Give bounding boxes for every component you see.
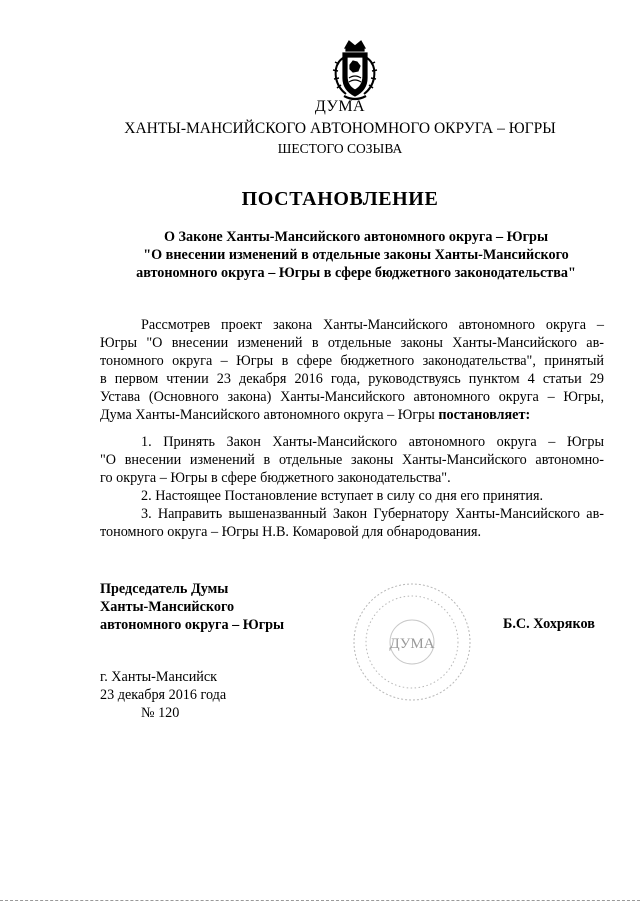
- signer-position-line: Ханты-Мансийского: [100, 599, 235, 615]
- item-3-line: 3. Направить вышеназванный Закон Губернатору Ханты-Мансийского ав-: [141, 506, 604, 522]
- item-2: 2. Настоящее Постановление вступает в силу со дня его принятия.: [141, 488, 544, 504]
- preamble-line: Югры "О внесении изменений в отдельные законы Ханты-Мансийского ав-: [100, 335, 604, 351]
- preamble-paragraph: [100, 316, 604, 424]
- subject-line: автономного округа – Югры в сфере бюджетного законодательства": [136, 265, 576, 281]
- coat-of-arms-icon: [329, 38, 381, 104]
- preamble-line: Дума Ханты-Мансийского автономного округа – Югры: [100, 407, 435, 423]
- place: г. Ханты-Мансийск: [100, 669, 218, 685]
- document-type: ПОСТАНОВЛЕНИЕ: [241, 188, 439, 210]
- signer-position-line: автономного округа – Югры: [100, 617, 285, 633]
- document-subject: [100, 228, 612, 282]
- subject-line: "О внесении изменений в отдельные законы Ханты-Мансийского: [143, 247, 569, 263]
- item-1-line: го округа – Югры в сфере бюджетного законодательства".: [100, 470, 451, 486]
- preamble-line: Устава (Основного закона) Ханты-Мансийского автономного округа – Югры,: [100, 389, 604, 405]
- official-stamp: [350, 580, 475, 705]
- signer-name: Б.С. Хохряков: [503, 616, 595, 632]
- preamble-line: в первом чтении 23 декабря 2016 года, руководствуясь пунктом 4 статьи 29: [100, 371, 604, 387]
- item-1-line: "О внесении изменений в отдельные законы Ханты-Мансийского автономно-: [100, 452, 604, 468]
- preamble-last-line: [100, 406, 604, 424]
- subject-line: О Законе Ханты-Мансийского автономного округа – Югры: [163, 229, 549, 245]
- stamp-text: ДУМА: [389, 636, 435, 652]
- preamble-line: Рассмотрев проект закона Ханты-Мансийского автономного округа –: [141, 317, 604, 333]
- signer-position-line: Председатель Думы: [100, 581, 229, 597]
- document-footer: [100, 668, 226, 722]
- item-3-line: тономного округа – Югры Н.В. Комаровой для обнародования.: [100, 524, 482, 540]
- decree-word: постановляет:: [438, 407, 531, 423]
- date: 23 декабря 2016 года: [100, 687, 227, 703]
- preamble-line: тономного округа – Югры в сфере бюджетного законодательства", принятый: [100, 353, 604, 369]
- page-bottom-rule: [0, 900, 640, 903]
- signer-position: [100, 580, 284, 634]
- header-convocation: ШЕСТОГО СОЗЫВА: [277, 141, 403, 156]
- header-title: ДУМА: [314, 98, 366, 115]
- document-number: № 120: [141, 705, 180, 721]
- item-1-line: 1. Принять Закон Ханты-Мансийского автономного округа – Югры: [141, 434, 604, 450]
- header-organization: ХАНТЫ-МАНСИЙСКОГО АВТОНОМНОГО ОКРУГА – ЮГРЫ: [124, 120, 556, 137]
- resolution-items: [100, 433, 604, 541]
